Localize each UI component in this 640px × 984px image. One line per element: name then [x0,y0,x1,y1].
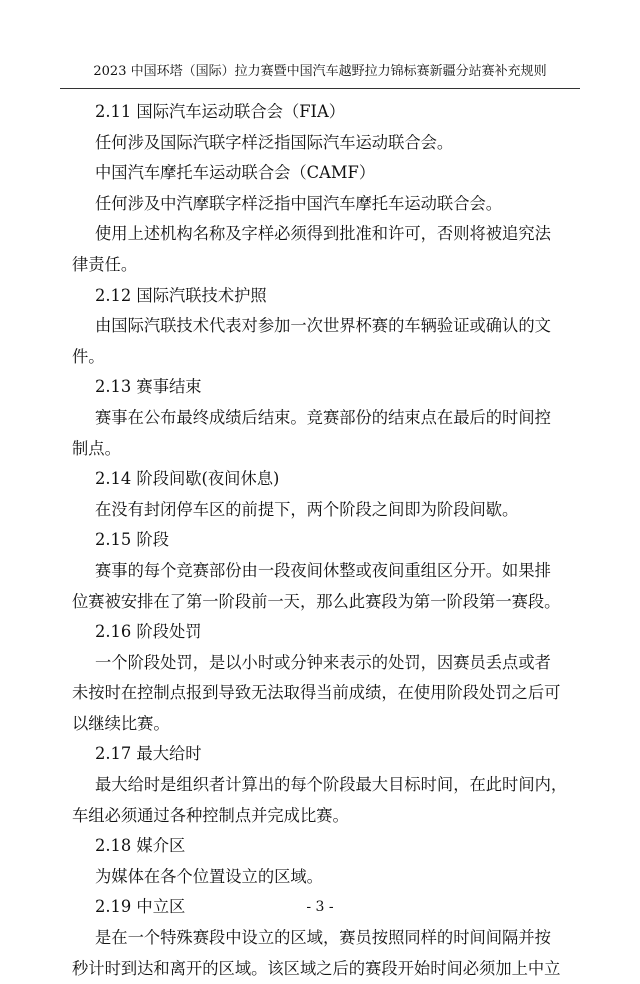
body-text-line: 任何涉及国际汽联字样泛指国际汽车运动联合会。 [95,132,454,152]
body-text-line: 最大给时是组织者计算出的每个阶段最大目标时间，在此时间内， [95,775,568,795]
body-text-line: 为媒体在各个位置设立的区域。 [95,866,323,886]
body-text-line: 赛事的每个竞赛部份由一段夜间休整或夜间重组区分开。如果排 [95,560,551,580]
body-text-line: 秒计时到达和离开的区域。该区域之后的赛段开始时间必须加上中立 [72,958,561,978]
section-heading: 2.15 阶段 [95,530,169,550]
body-text-line: 未按时在控制点报到导致无法取得当前成绩，在使用阶段处罚之后可 [72,683,561,703]
section-heading: 2.16 阶段处罚 [95,622,202,642]
page-footer [0,897,640,917]
body-text-line: 由国际汽联技术代表对参加一次世界杯赛的车辆验证或确认的文 [95,316,551,336]
body-text-line: 赛事在公布最终成绩后结束。竞赛部份的结束点在最后的时间控 [95,407,551,427]
body-text-line: 以继续比赛。 [72,713,170,733]
header-title: 2023 中国环塔（国际）拉力赛暨中国汽车越野拉力锦标赛新疆分站赛补充规则 [93,64,547,79]
body-text-line: 制点。 [72,438,121,458]
page-number: - 3 - [306,899,334,915]
section-heading: 2.11 国际汽车运动联合会（FIA） [95,102,346,121]
body-text-line: 是在一个特殊赛段中设立的区域，赛员按照同样的时间间隔并按 [95,928,551,948]
body-text-line: 位赛被安排在了第一阶段前一天，那么此赛段为第一阶段第一赛段。 [72,591,561,611]
document-body [72,97,585,984]
body-text-line: 任何涉及中汽摩联字样泛指中国汽车摩托车运动联合会。 [95,193,503,213]
section-heading: 2.13 赛事结束 [95,377,202,397]
body-text-line: 一个阶段处罚，是以小时或分钟来表示的处罚，因赛员丢点或者 [95,652,551,672]
body-text-line: 车组必须通过各种控制点并完成比赛。 [72,805,349,825]
section-heading: 2.19 中立区 [95,897,186,917]
section-heading: 2.18 媒介区 [95,836,186,856]
running-header [60,62,580,89]
body-text-line: 使用上述机构名称及字样必须得到批准和许可，否则将被追究法 [95,224,551,244]
section-heading: 2.12 国际汽联技术护照 [95,285,267,305]
body-text-line: 在没有封闭停车区的前提下，两个阶段之间即为阶段间歇。 [95,499,519,519]
body-text-line: 律责任。 [72,254,138,274]
body-text-line: 件。 [72,346,105,366]
section-heading: 2.17 最大给时 [95,744,202,764]
section-heading: 2.14 阶段间歇(夜间休息) [95,469,280,489]
body-text-line: 中国汽车摩托车运动联合会（CAMF） [95,163,376,183]
